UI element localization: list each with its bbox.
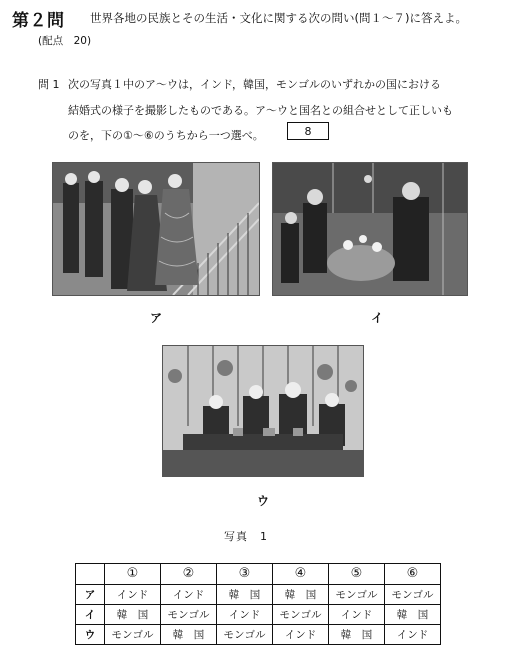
row-label: ア	[76, 585, 105, 605]
question-text-line-1: 次の写真１中のア～ウは，インド，韓国，モンゴルのいずれかの国における	[68, 78, 442, 91]
photo-i-wedding-ceremony	[272, 162, 468, 296]
photo-a-label: ア	[150, 311, 163, 325]
photo-a-wedding-staircase	[52, 162, 260, 296]
row-label: ウ	[76, 625, 105, 645]
table-cell: 韓 国	[105, 605, 161, 625]
choice-header: ④	[273, 564, 329, 585]
choice-header: ②	[161, 564, 217, 585]
table-row	[76, 625, 441, 645]
table-cell: モンゴル	[385, 585, 441, 605]
row-label: イ	[76, 605, 105, 625]
table-cell: モンゴル	[217, 625, 273, 645]
photo-i-label: イ	[371, 311, 384, 325]
section-instructions: 世界各地の民族とその生活・文化に関する次の問い(問１～７)に答えよ。	[90, 11, 467, 25]
table-header-row	[76, 564, 441, 585]
table-cell: 韓 国	[273, 585, 329, 605]
question-text-line-2: 結婚式の様子を撮影したものである。ア～ウと国名との組合せとして正しいも	[68, 104, 453, 117]
question-text-line-3: のを，下の①～⑥のうちから一つ選べ。	[68, 129, 264, 142]
table-cell: インド	[217, 605, 273, 625]
question-label: 問 1	[38, 78, 60, 91]
table-cell: モンゴル	[105, 625, 161, 645]
table-cell: インド	[161, 585, 217, 605]
points-allocation: (配点 20)	[38, 35, 92, 47]
table-cell: モンゴル	[161, 605, 217, 625]
table-row	[76, 585, 441, 605]
table-cell: 韓 国	[329, 625, 385, 645]
table-corner	[76, 564, 105, 585]
choice-header: ⑥	[385, 564, 441, 585]
photo-caption: 写真 1	[224, 530, 268, 543]
table-cell: 韓 国	[161, 625, 217, 645]
answer-number-box: 8	[287, 122, 329, 140]
choice-header: ①	[105, 564, 161, 585]
photo-u-wedding-seated	[162, 345, 364, 477]
table-cell: インド	[273, 625, 329, 645]
answer-choices-table	[75, 563, 441, 645]
choice-header: ⑤	[329, 564, 385, 585]
photo-u-label: ウ	[257, 494, 270, 508]
table-row	[76, 605, 441, 625]
table-cell: モンゴル	[329, 585, 385, 605]
table-cell: インド	[105, 585, 161, 605]
table-cell: 韓 国	[217, 585, 273, 605]
section-number: 第２問	[12, 11, 65, 31]
choice-header: ③	[217, 564, 273, 585]
table-cell: インド	[329, 605, 385, 625]
table-cell: インド	[385, 625, 441, 645]
table-cell: モンゴル	[273, 605, 329, 625]
table-cell: 韓 国	[385, 605, 441, 625]
